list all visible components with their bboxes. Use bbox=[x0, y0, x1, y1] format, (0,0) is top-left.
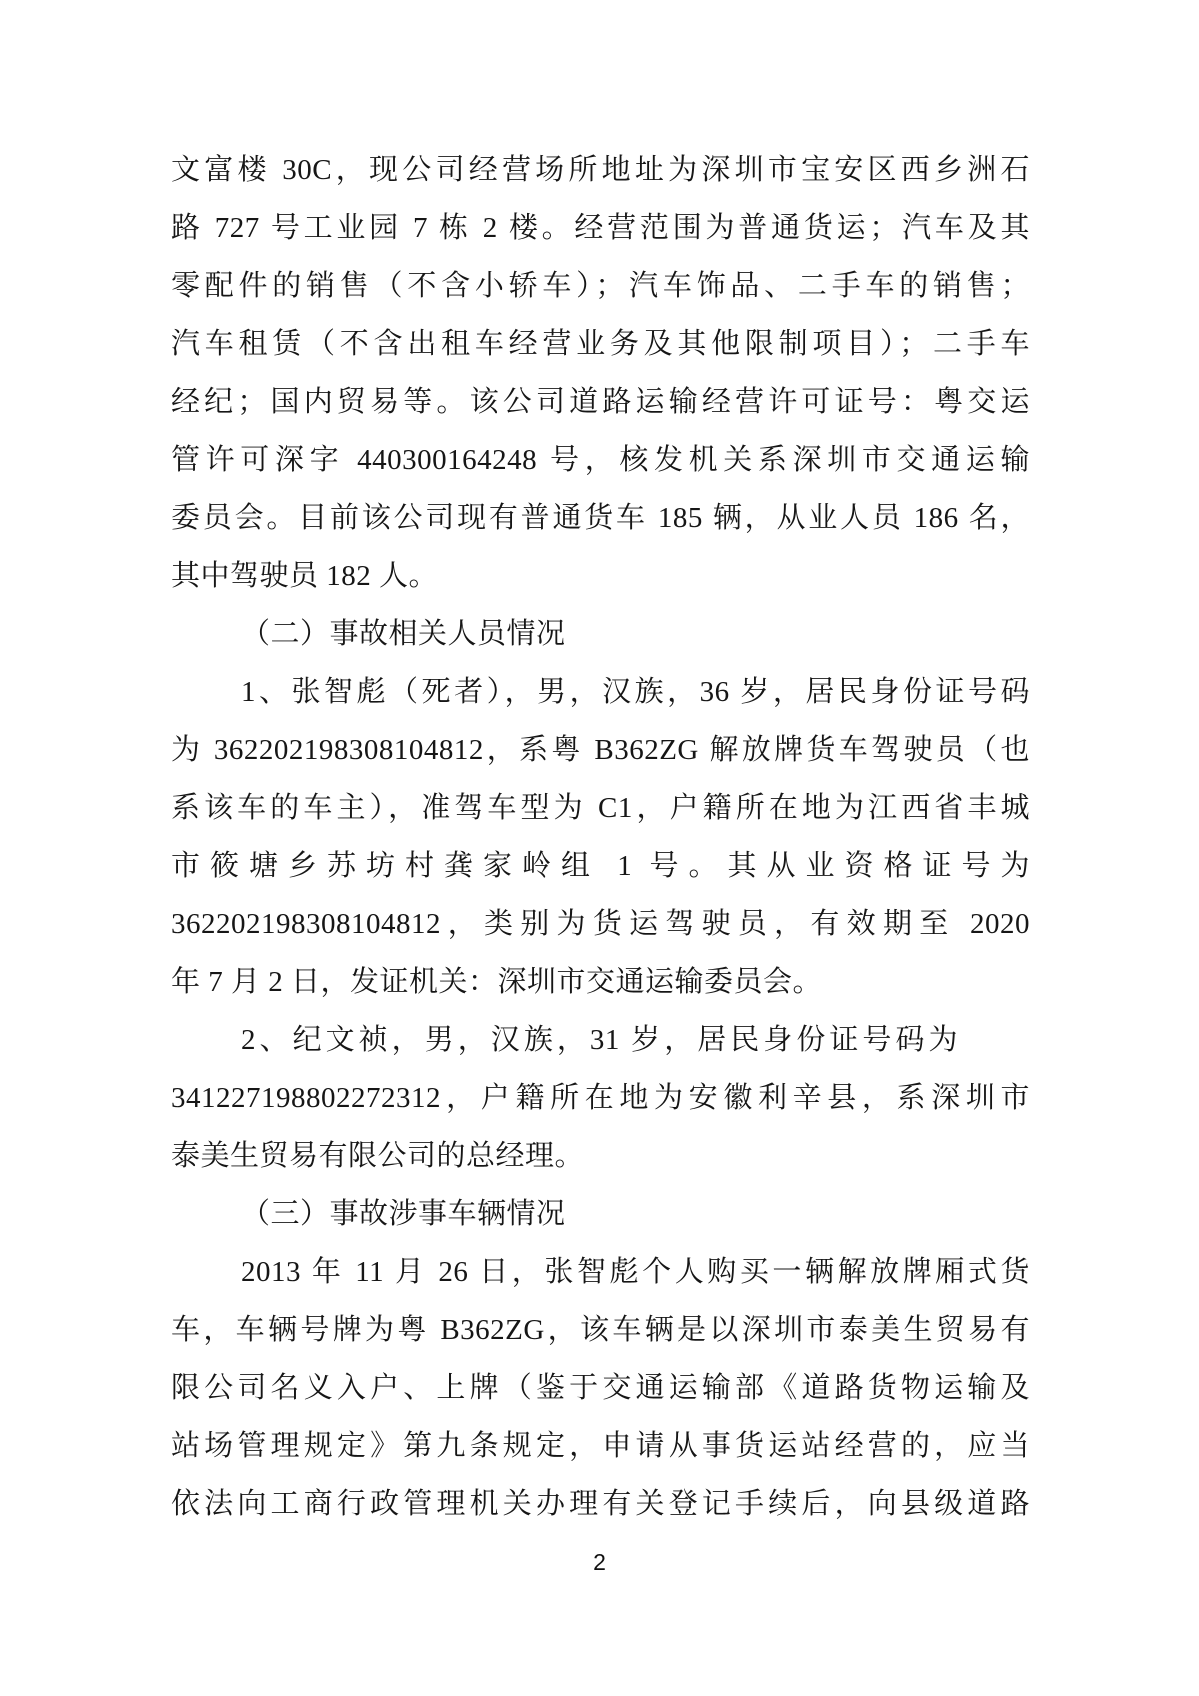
text-line: 其中驾驶员 182 人。 bbox=[171, 560, 439, 592]
text-line: 汽车租赁（不含出租车经营业务及其他限制项目）；二手车 bbox=[171, 328, 1030, 360]
text-line: 年 7 月 2 日，发证机关：深圳市交通运输委员会。 bbox=[171, 966, 823, 998]
text-line: 依法向工商行政管理机关办理有关登记手续后，向县级道路 bbox=[171, 1488, 1030, 1520]
text-line: 市筱塘乡苏坊村龚家岭组 1 号。其从业资格证号为 bbox=[171, 850, 1030, 882]
text-line: 零配件的销售（不含小轿车）；汽车饰品、二手车的销售； bbox=[171, 270, 1030, 302]
text-line: 文富楼 30C，现公司经营场所地址为深圳市宝安区西乡洲石 bbox=[171, 154, 1030, 186]
text-line: 362202198308104812，类别为货运驾驶员，有效期至 2020 bbox=[171, 908, 1030, 940]
text-line: 2013 年 11 月 26 日，张智彪个人购买一辆解放牌厢式货 bbox=[241, 1256, 1030, 1288]
section-heading: （二）事故相关人员情况 bbox=[241, 618, 566, 650]
text-line: 管许可深字 440300164248 号，核发机关系深圳市交通运输 bbox=[171, 444, 1030, 476]
text-line: 站场管理规定》第九条规定，申请从事货运站经营的，应当 bbox=[171, 1430, 1030, 1462]
text-line: 路 727 号工业园 7 栋 2 楼。经营范围为普通货运；汽车及其 bbox=[171, 212, 1030, 244]
text-line: 为 362202198308104812，系粤 B362ZG 解放牌货车驾驶员（也 bbox=[171, 734, 1030, 766]
text-line: 341227198802272312，户籍所在地为安徽利辛县，系深圳市 bbox=[171, 1082, 1030, 1114]
page-body bbox=[171, 141, 1030, 1533]
text-line: 2、纪文祯，男，汉族，31 岁，居民身份证号码为 bbox=[241, 1024, 958, 1056]
page-number: 2 bbox=[593, 1549, 606, 1575]
text-line: 车，车辆号牌为粤 B362ZG，该车辆是以深圳市泰美生贸易有 bbox=[171, 1314, 1030, 1346]
text-line: 经纪；国内贸易等。该公司道路运输经营许可证号：粤交运 bbox=[171, 386, 1030, 418]
text-line: 限公司名义入户、上牌（鉴于交通运输部《道路货物运输及 bbox=[171, 1372, 1030, 1404]
text-line: 泰美生贸易有限公司的总经理。 bbox=[171, 1140, 585, 1172]
text-line: 系该车的车主），准驾车型为 C1，户籍所在地为江西省丰城 bbox=[171, 792, 1030, 824]
text-line: 1、张智彪（死者），男，汉族，36 岁，居民身份证号码 bbox=[241, 676, 1030, 708]
section-heading: （三）事故涉事车辆情况 bbox=[241, 1198, 566, 1230]
text-line: 委员会。目前该公司现有普通货车 185 辆，从业人员 186 名， bbox=[171, 502, 1030, 534]
